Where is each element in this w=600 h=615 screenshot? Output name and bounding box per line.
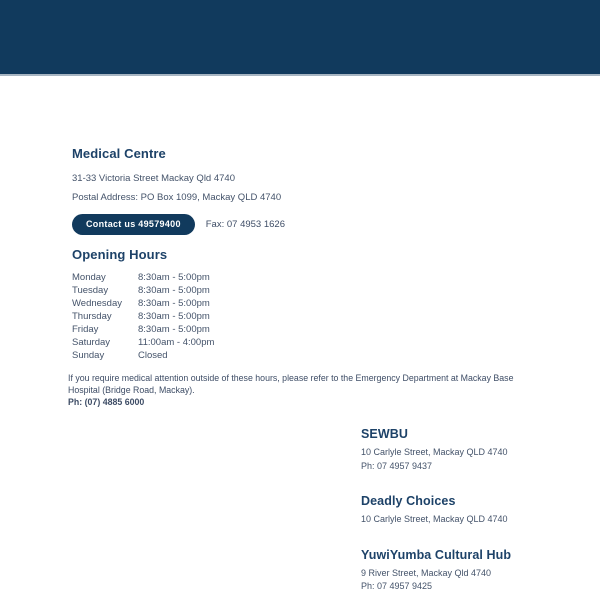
hours-row (72, 284, 332, 297)
day-label: Tuesday (72, 285, 109, 296)
hours-value: 11:00am - 4:00pm (138, 337, 215, 348)
after-hours-note-text: If you require medical attention outside of these hours, please refer to the Emergency Department at Mackay Base Hospital (Bridge Road, Mackay). (68, 373, 514, 395)
hours-row (72, 349, 332, 362)
hours-row (72, 271, 332, 284)
clinic-name-heading: Medical Centre (72, 146, 166, 161)
hours-row (72, 336, 332, 349)
contact-row (72, 214, 492, 235)
day-label: Wednesday (72, 298, 122, 309)
clinic-postal-address: Postal Address: PO Box 1099, Mackay QLD 4740 (72, 192, 282, 203)
service-address: 9 River Street, Mackay Qld 4740 (361, 567, 492, 578)
after-hours-phone: Ph: (07) 4885 6000 (68, 397, 145, 407)
hours-row (72, 323, 332, 336)
opening-hours-heading: Opening Hours (72, 247, 168, 262)
service-name: Deadly Choices (361, 494, 456, 508)
fax-number: Fax: 07 4953 1626 (205, 219, 285, 230)
service-block-sewbu (361, 427, 591, 473)
clinic-contact-section (72, 146, 492, 235)
day-label: Friday (72, 324, 99, 335)
hours-row (72, 297, 332, 310)
service-address: 10 Carlyle Street, Mackay QLD 4740 (361, 447, 508, 457)
top-navy-banner (0, 0, 600, 76)
hours-value: Closed (138, 350, 168, 361)
service-address: 10 Carlyle Street, Mackay QLD 4740 (361, 514, 508, 524)
hours-value: 8:30am - 5:00pm (138, 324, 210, 335)
clinic-street-address: 31-33 Victoria Street Mackay Qld 4740 (72, 173, 235, 184)
hours-value: 8:30am - 5:00pm (138, 311, 210, 322)
contact-us-button[interactable]: Contact us 49579400 (72, 214, 195, 235)
related-services-section (361, 427, 591, 615)
hours-value: 8:30am - 5:00pm (138, 285, 210, 296)
day-label: Thursday (72, 311, 112, 322)
service-phone: Ph: 07 4957 9437 (361, 460, 433, 471)
service-phone: Ph: 07 4957 9425 (361, 581, 433, 591)
hours-value: 8:30am - 5:00pm (138, 298, 210, 309)
after-hours-note (68, 372, 546, 408)
day-label: Monday (72, 272, 106, 283)
hours-row (72, 310, 332, 323)
day-label: Sunday (72, 350, 105, 361)
service-name: SEWBU (361, 427, 409, 441)
service-block-deadly-choices (361, 494, 591, 527)
service-block-yuwiyumba (361, 548, 591, 594)
day-label: Saturday (72, 337, 111, 348)
service-name: YuwiYumba Cultural Hub (361, 547, 512, 562)
hours-value: 8:30am - 5:00pm (138, 272, 210, 283)
opening-hours-section (72, 247, 332, 362)
